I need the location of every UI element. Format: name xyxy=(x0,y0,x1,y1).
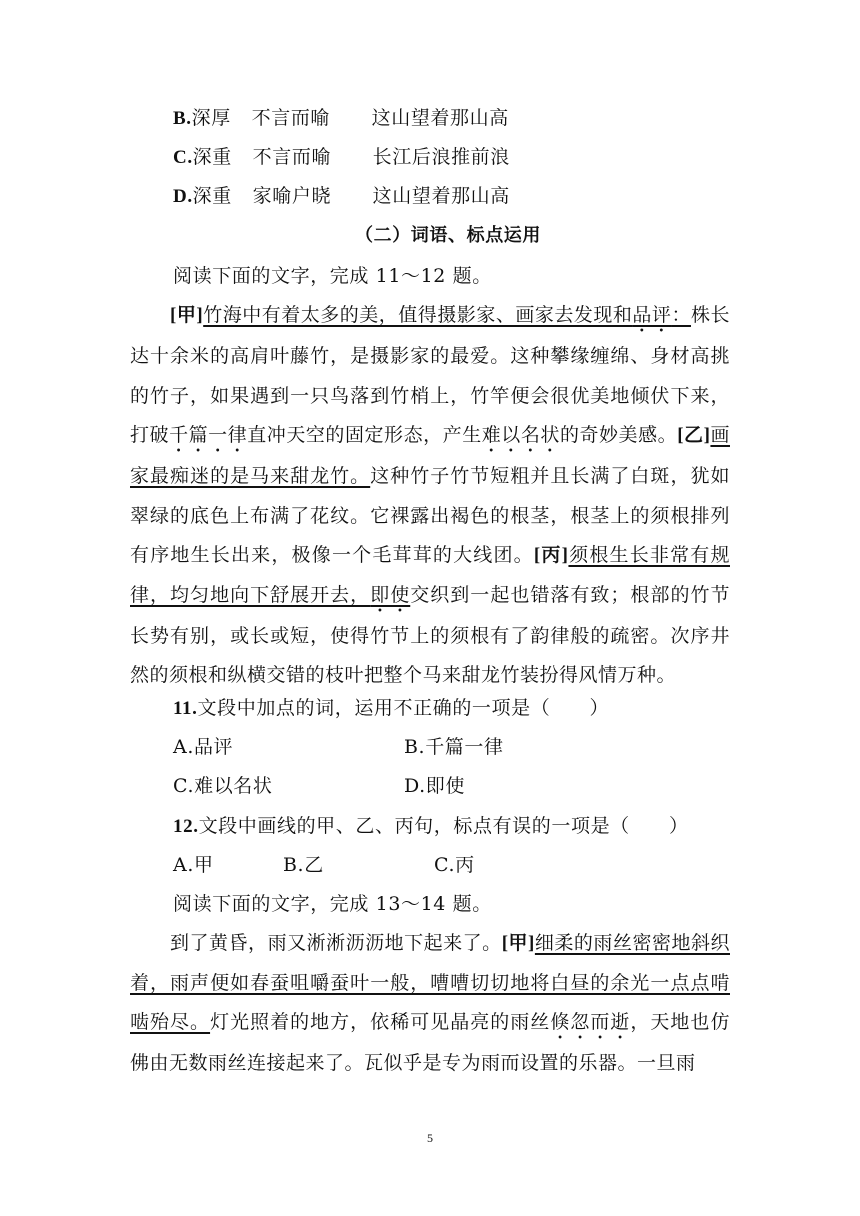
dotted-word-pingping: 品评 xyxy=(632,304,672,326)
option-word-2: 不言而喻 xyxy=(251,107,331,129)
q12-option-b: B.乙 xyxy=(283,854,324,876)
option-word-3: 这山望着那山高 xyxy=(371,107,509,129)
option-word-1: 深厚 xyxy=(191,107,231,129)
underlined-sentence-jia: 竹海中有着太多的美，值得摄影家、画家去发现和品评： xyxy=(203,304,691,326)
q11-option-c: C.难以名状 xyxy=(173,775,273,797)
sentence-label-jia: [甲] xyxy=(501,933,535,954)
dotted-word-qianpian: 千篇一律 xyxy=(169,424,248,446)
dotted-word-jishi: 即使 xyxy=(370,583,411,606)
reading-instruction-2: 阅读下面的文字，完成 13～14 题。 xyxy=(173,893,492,915)
option-word-1: 深重 xyxy=(192,185,232,207)
q11-option-a: A.品评 xyxy=(173,736,234,758)
passage-rain: 到了黄昏，雨又淅淅沥沥地下起来了。[甲]细柔的雨丝密密地斜织着，雨声便如春蚕咀嚼蚕叶一般，嘈嘈切切地将白昼的余光一点点啃啮殆尽。灯光照着的地方，依稀可见晶亮的雨丝倏忽而逝，天地也仿佛由无数雨丝连接起来了。瓦似乎是专为雨而设置的乐器。一旦雨 xyxy=(130,932,730,1074)
option-word-2: 家喻户晓 xyxy=(252,185,332,207)
reading-instruction: 阅读下面的文字，完成 11～12 题。 xyxy=(173,265,492,287)
underlined-sentence-yi: 画家最痴迷的是马来甜龙竹。 xyxy=(130,424,730,487)
sentence-label-jia: [甲] xyxy=(170,305,204,326)
q12-option-a: A.甲 xyxy=(173,854,214,876)
option-word-1: 深重 xyxy=(192,146,232,168)
section-heading: （二）词语、标点运用 xyxy=(355,225,541,246)
passage-bamboo: [甲]竹海中有着太多的美，值得摄影家、画家去发现和品评：株长达十余米的高肩叶藤竹，是摄影家的最爱。这种攀缘缠绵、身材高挑的竹子，如果遇到一只鸟落到竹梢上，竹竿便会很优美地倾伏下来，打破千篇一律直冲天空的固定形态，产生难以名状的奇妙美感。[乙]画家最痴迷的是马来甜龙竹。这种竹子竹节短粗并且长满了白斑，犹如翠绿的底色上布满了花纹。它裸露出褐色的根茎，根茎上的须根排列有序地生长出来，极像一个毛茸茸的大线团。[丙]须根生长非常有规律，均匀地向下舒展开去，即使交织到一起也错落有致；根部的竹节长势有别，或长或短，使得竹节上的须根有了韵律般的疏密。次序井然的须根和纵横交错的枝叶把整个马来甜龙竹装扮得风情万种。 xyxy=(130,304,730,686)
question-text: 文段中画线的甲、乙、丙句，标点有误的一项是（ ） xyxy=(198,815,689,837)
option-word-2: 不言而喻 xyxy=(252,146,332,168)
option-b xyxy=(173,104,509,133)
q11-option-d: D.即使 xyxy=(404,775,465,797)
page-number: 5 xyxy=(427,1131,433,1145)
question-number: 12. xyxy=(173,816,199,837)
sentence-label-yi: [乙] xyxy=(677,425,711,446)
q12-option-c: C.丙 xyxy=(434,854,475,876)
question-11 xyxy=(173,694,609,723)
q11-option-b: B.千篇一律 xyxy=(404,736,504,758)
option-letter: C. xyxy=(173,147,193,168)
dotted-word-nanyi: 难以名状 xyxy=(481,424,560,446)
option-c xyxy=(173,143,510,172)
question-12 xyxy=(173,812,689,841)
option-word-3: 长江后浪推前浪 xyxy=(372,146,510,168)
question-text: 文段中加点的词，运用不正确的一项是（ ） xyxy=(197,697,610,719)
option-letter: B. xyxy=(173,108,192,129)
sentence-label-bing: [丙] xyxy=(533,545,569,566)
option-letter: D. xyxy=(173,186,193,207)
underlined-sentence-bing: 须根生长非常有规律，均匀地向下舒展开去，即使 xyxy=(130,544,730,606)
question-number: 11. xyxy=(173,698,198,719)
underlined-sentence-jia: 细柔的雨丝密密地斜织着，雨声便如春蚕咀嚼蚕叶一般，嘈嘈切切地将白昼的余光一点点啃啮殆尽。 xyxy=(130,932,730,1033)
dotted-word-shuhu: 倏忽而逝 xyxy=(550,1011,631,1033)
option-word-3: 这山望着那山高 xyxy=(372,185,510,207)
option-d xyxy=(173,182,510,211)
